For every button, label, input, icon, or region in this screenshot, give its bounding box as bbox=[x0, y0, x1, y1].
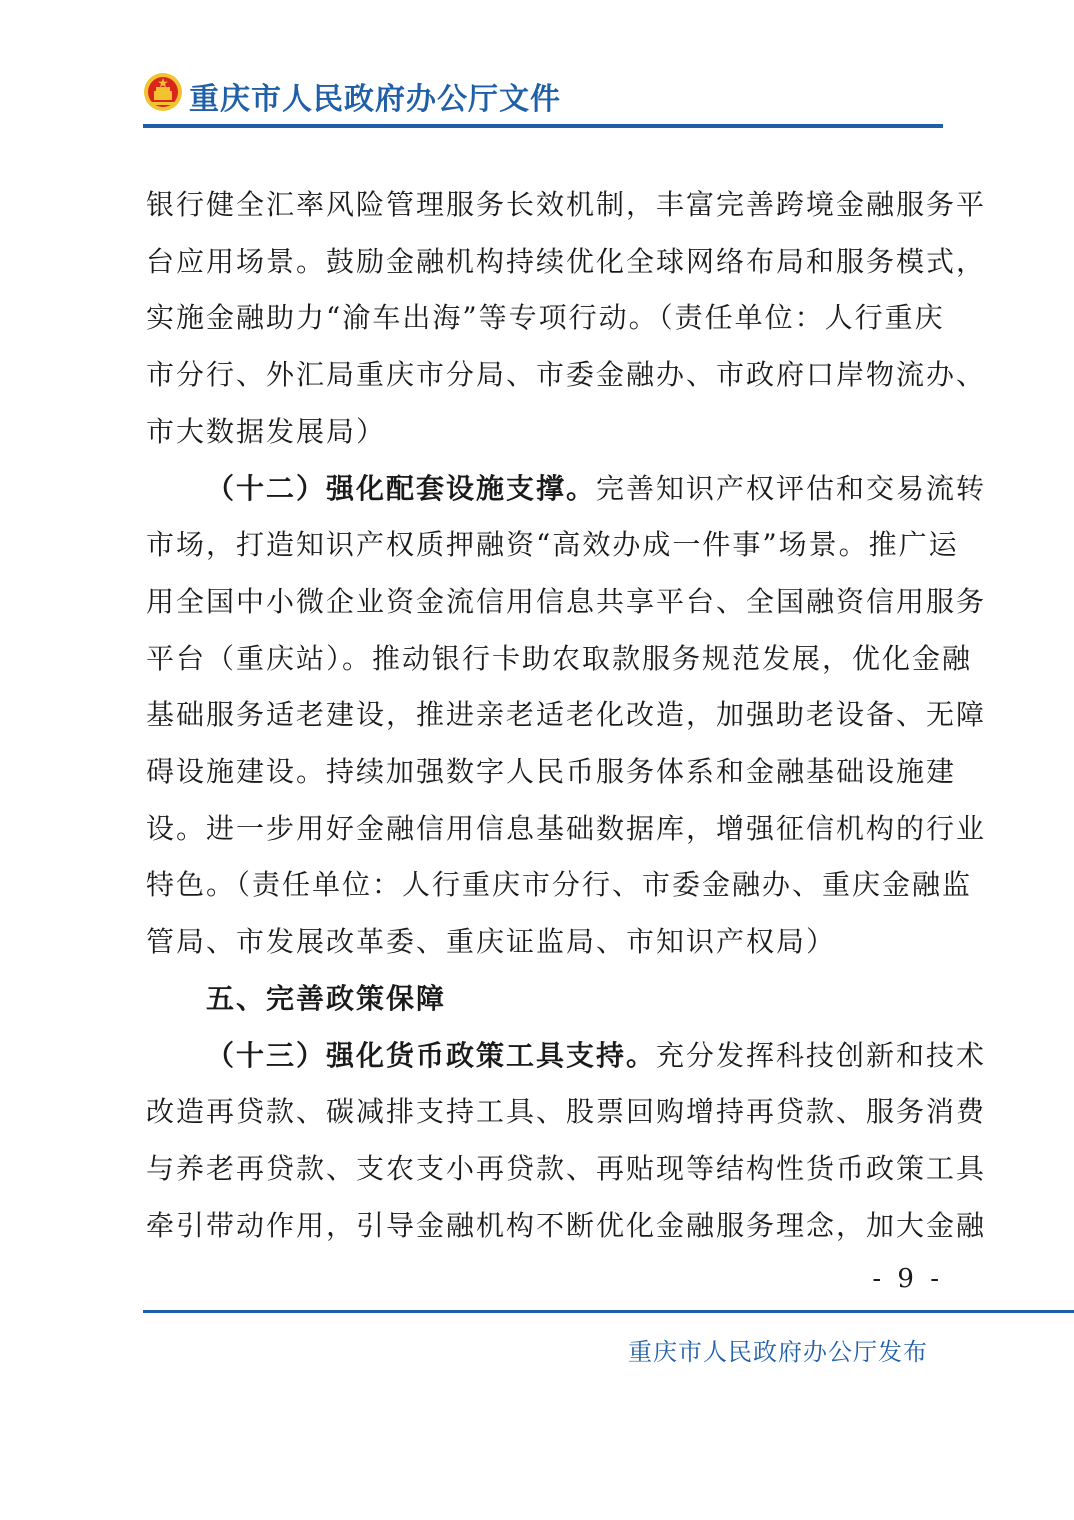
page-number: - 9 - bbox=[872, 1264, 943, 1294]
body-text: 特色。 bbox=[146, 868, 237, 902]
item-heading: （十三）强化货币政策工具支持。 bbox=[206, 1038, 657, 1072]
section-heading bbox=[146, 971, 942, 1028]
body-text: 设。进一步用好金融信用信息基础数据库，增强征信机构的行业 bbox=[146, 811, 987, 845]
body-line bbox=[146, 404, 942, 461]
body-line bbox=[146, 517, 959, 574]
body-text: 牵引带动作用，引导金融机构不断优化金融服务理念，加大金融 bbox=[146, 1208, 987, 1242]
footer-publisher: 重庆市人民政府办公厅发布 bbox=[628, 1338, 928, 1366]
responsibility-text: 市分行、外汇局重庆市分局、市委金融办、市政府口岸物流办、 bbox=[146, 358, 987, 392]
body-line bbox=[146, 801, 987, 858]
item-heading: （十二）强化配套设施支撑。 bbox=[206, 471, 597, 505]
body-text: 与养老再贷款、支农支小再贷款、再贴现等结构性货币政策工具 bbox=[146, 1151, 987, 1185]
body-text: 市场，打造知识产权质押融资“高效办成一件事”场景。推广运 bbox=[146, 528, 959, 562]
header-title: 重庆市人民政府办公厅文件 bbox=[189, 82, 561, 117]
body-text: 碍设施建设。持续加强数字人民币服务体系和金融基础设施建 bbox=[146, 755, 957, 789]
body-text: 实施金融助力“渝车出海”等专项行动。 bbox=[146, 301, 659, 335]
body-text: 改造再贷款、碳减排支持工具、股票回购增持再贷款、服务消费 bbox=[146, 1095, 987, 1129]
body-text: 台应用场景。鼓励金融机构持续优化全球网络布局和服务模式， bbox=[146, 244, 987, 278]
body-line bbox=[146, 1198, 987, 1255]
body-line bbox=[146, 290, 945, 347]
body-line bbox=[146, 687, 987, 744]
body-text: 平台（重庆站）。推动银行卡助农取款服务规范发展，优化金融 bbox=[146, 641, 973, 675]
responsibility-text: （责任单位：人行重庆 bbox=[658, 301, 945, 335]
body-line bbox=[146, 744, 957, 801]
body-line bbox=[146, 1028, 987, 1085]
section-heading-text: 五、完善政策保障 bbox=[206, 981, 447, 1015]
responsibility-text: （责任单位：人行重庆市分行、市委金融办、重庆金融监 bbox=[236, 868, 973, 902]
body-text: 用全国中小微企业资金流信用信息共享平台、全国融资信用服务 bbox=[146, 584, 987, 618]
body-line bbox=[146, 631, 973, 688]
document-body bbox=[146, 177, 987, 1254]
body-line bbox=[146, 347, 987, 404]
body-text: 充分发挥科技创新和技术 bbox=[656, 1038, 987, 1072]
national-emblem-icon bbox=[143, 72, 183, 112]
body-line bbox=[146, 574, 987, 631]
header-divider bbox=[143, 124, 943, 128]
body-text: 银行健全汇率风险管理服务长效机制，丰富完善跨境金融服务平 bbox=[146, 188, 987, 221]
body-line bbox=[146, 857, 973, 914]
body-line bbox=[146, 234, 987, 291]
responsibility-text: 市大数据发展局） bbox=[146, 414, 387, 448]
body-line bbox=[146, 461, 987, 518]
footer-divider bbox=[143, 1310, 1074, 1313]
responsibility-text: 管局、市发展改革委、重庆证监局、市知识产权局） bbox=[146, 925, 837, 959]
body-line bbox=[146, 177, 987, 234]
document-header bbox=[143, 60, 943, 130]
body-line bbox=[146, 914, 942, 971]
body-line bbox=[146, 1141, 987, 1198]
body-line bbox=[146, 1084, 987, 1141]
body-text: 基础服务适老建设，推进亲老适老化改造，加强助老设备、无障 bbox=[146, 698, 987, 732]
body-text: 完善知识产权评估和交易流转 bbox=[596, 471, 987, 505]
